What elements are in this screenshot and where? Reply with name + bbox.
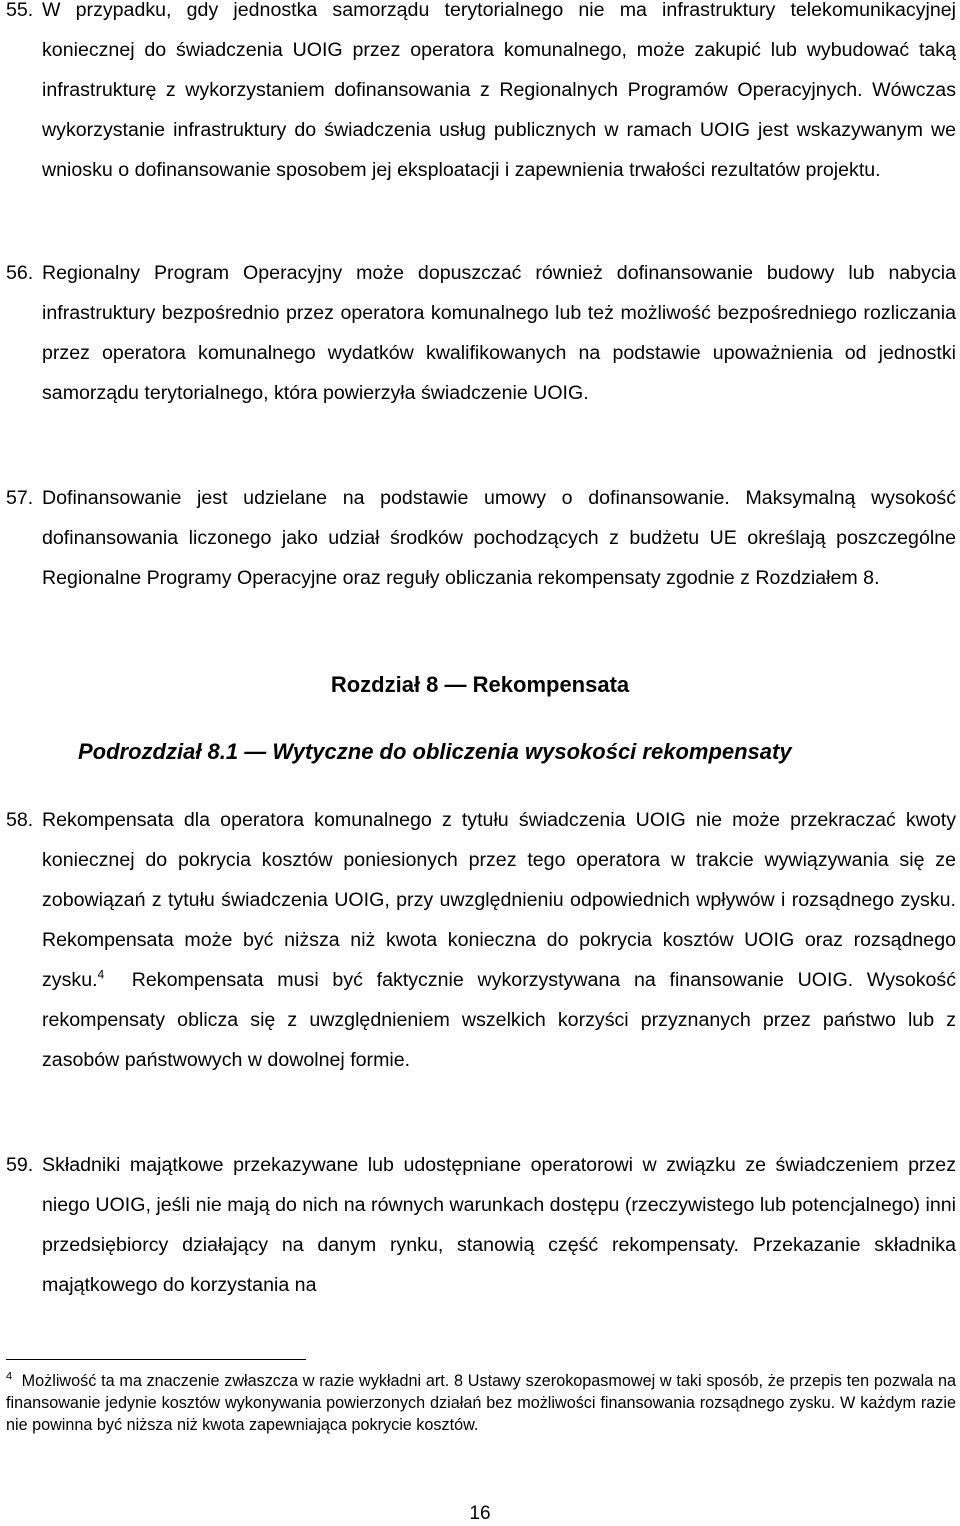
paragraph-number: 58.: [6, 809, 34, 831]
footnote-separator: [6, 1359, 306, 1360]
paragraph-57: [6, 478, 956, 598]
footnote-number: 4: [6, 1370, 13, 1383]
chapter-heading: Rozdział 8 — Rekompensata: [330, 672, 630, 697]
paragraph-text: Regionalny Program Operacyjny może dopuszczać również dofinansowanie budowy lub nabycia infrastruktury bezpośrednio przez operatora komunalnego lub też możliwość bezpośredniego rozliczania przez operatora komunalnego wydatków kwalifikowanych na podstawie upoważnienia od jednostki samorządu terytorialnego, która powierzyła świadczenie UOIG.: [42, 262, 956, 404]
paragraph-58: [6, 800, 956, 1080]
paragraph-text-part: Rekompensata dla operatora komunalnego z tytułu świadczenia UOIG nie może przekraczać kwoty koniecznej do pokrycia kosztów poniesionych przez tego operatora w trakcie wywiązywania się ze zobowiązań z tytułu świadczenia UOIG, przy uwzględnieniu odpowiednich wpływów i rozsądnego zysku. Rekompensata może być niższa niż kwota konieczna do pokrycia kosztów UOIG oraz rozsądnego zysku.: [42, 809, 956, 991]
paragraph-number: 57.: [6, 487, 34, 509]
paragraph-text: W przypadku, gdy jednostka samorządu terytorialnego nie ma infrastruktury telekomunikacyjnej koniecznej do świadczenia UOIG przez operatora komunalnego, może zakupić lub wybudować taką infrastrukturę z wykorzystaniem dofinansowania z Regionalnych Programów Operacyjnych. Wówczas wykorzystanie infrastruktury do świadczenia usług publicznych w ramach UOIG jest wskazywanym we wniosku o dofinansowanie sposobem jej eksploatacji i zapewnienia trwałości rezultatów projektu.: [42, 0, 956, 181]
subchapter-heading: Podrozdział 8.1 — Wytyczne do obliczenia wysokości rekompensaty: [78, 739, 792, 764]
paragraph-56: [6, 253, 956, 413]
paragraph-number: 59.: [6, 1154, 34, 1176]
footnote: [6, 1370, 956, 1437]
page-number: 16: [469, 1503, 491, 1524]
paragraph-59: [6, 1145, 956, 1305]
footnote-reference[interactable]: 4: [97, 967, 105, 982]
paragraph-text: Dofinansowanie jest udzielane na podstawie umowy o dofinansowanie. Maksymalną wysokość dofinansowania liczonego jako udział środków pochodzących z budżetu UE określają poszczególne Regionalne Programy Operacyjne oraz reguły obliczania rekompensaty zgodnie z Rozdziałem 8.: [42, 487, 956, 589]
paragraph-text: Składniki majątkowe przekazywane lub udostępniane operatorowi w związku ze świadczeniem przez niego UOIG, jeśli nie mają do nich na równych warunkach dostępu (rzeczywistego lub potencjalnego) inni przedsiębiorcy działający na danym rynku, stanowią część rekompensaty. Przekazanie składnika majątkowego do korzystania na: [42, 1154, 956, 1296]
paragraph-number: 56.: [6, 262, 34, 284]
paragraph-text: [42, 800, 956, 1080]
paragraph-number: 55.: [6, 0, 34, 21]
paragraph-55: [6, 0, 956, 190]
paragraph-text-part: Rekompensata musi być faktycznie wykorzystywana na finansowanie UOIG. Wysokość rekompensaty oblicza się z uwzględnieniem wszelkich korzyści przyznanych przez państwo lub z zasobów państwowych w dowolnej formie.: [42, 969, 957, 1071]
footnote-text: Możliwość ta ma znaczenie zwłaszcza w razie wykładni art. 8 Ustawy szerokopasmowej w taki sposób, że przepis ten pozwala na finansowanie jedynie kosztów wykonywania powierzonych działań bez możliwości finansowania rozsądnego zysku. W każdym razie nie powinna być niższa niż kwota zapewniająca pokrycie kosztów.: [6, 1372, 956, 1435]
